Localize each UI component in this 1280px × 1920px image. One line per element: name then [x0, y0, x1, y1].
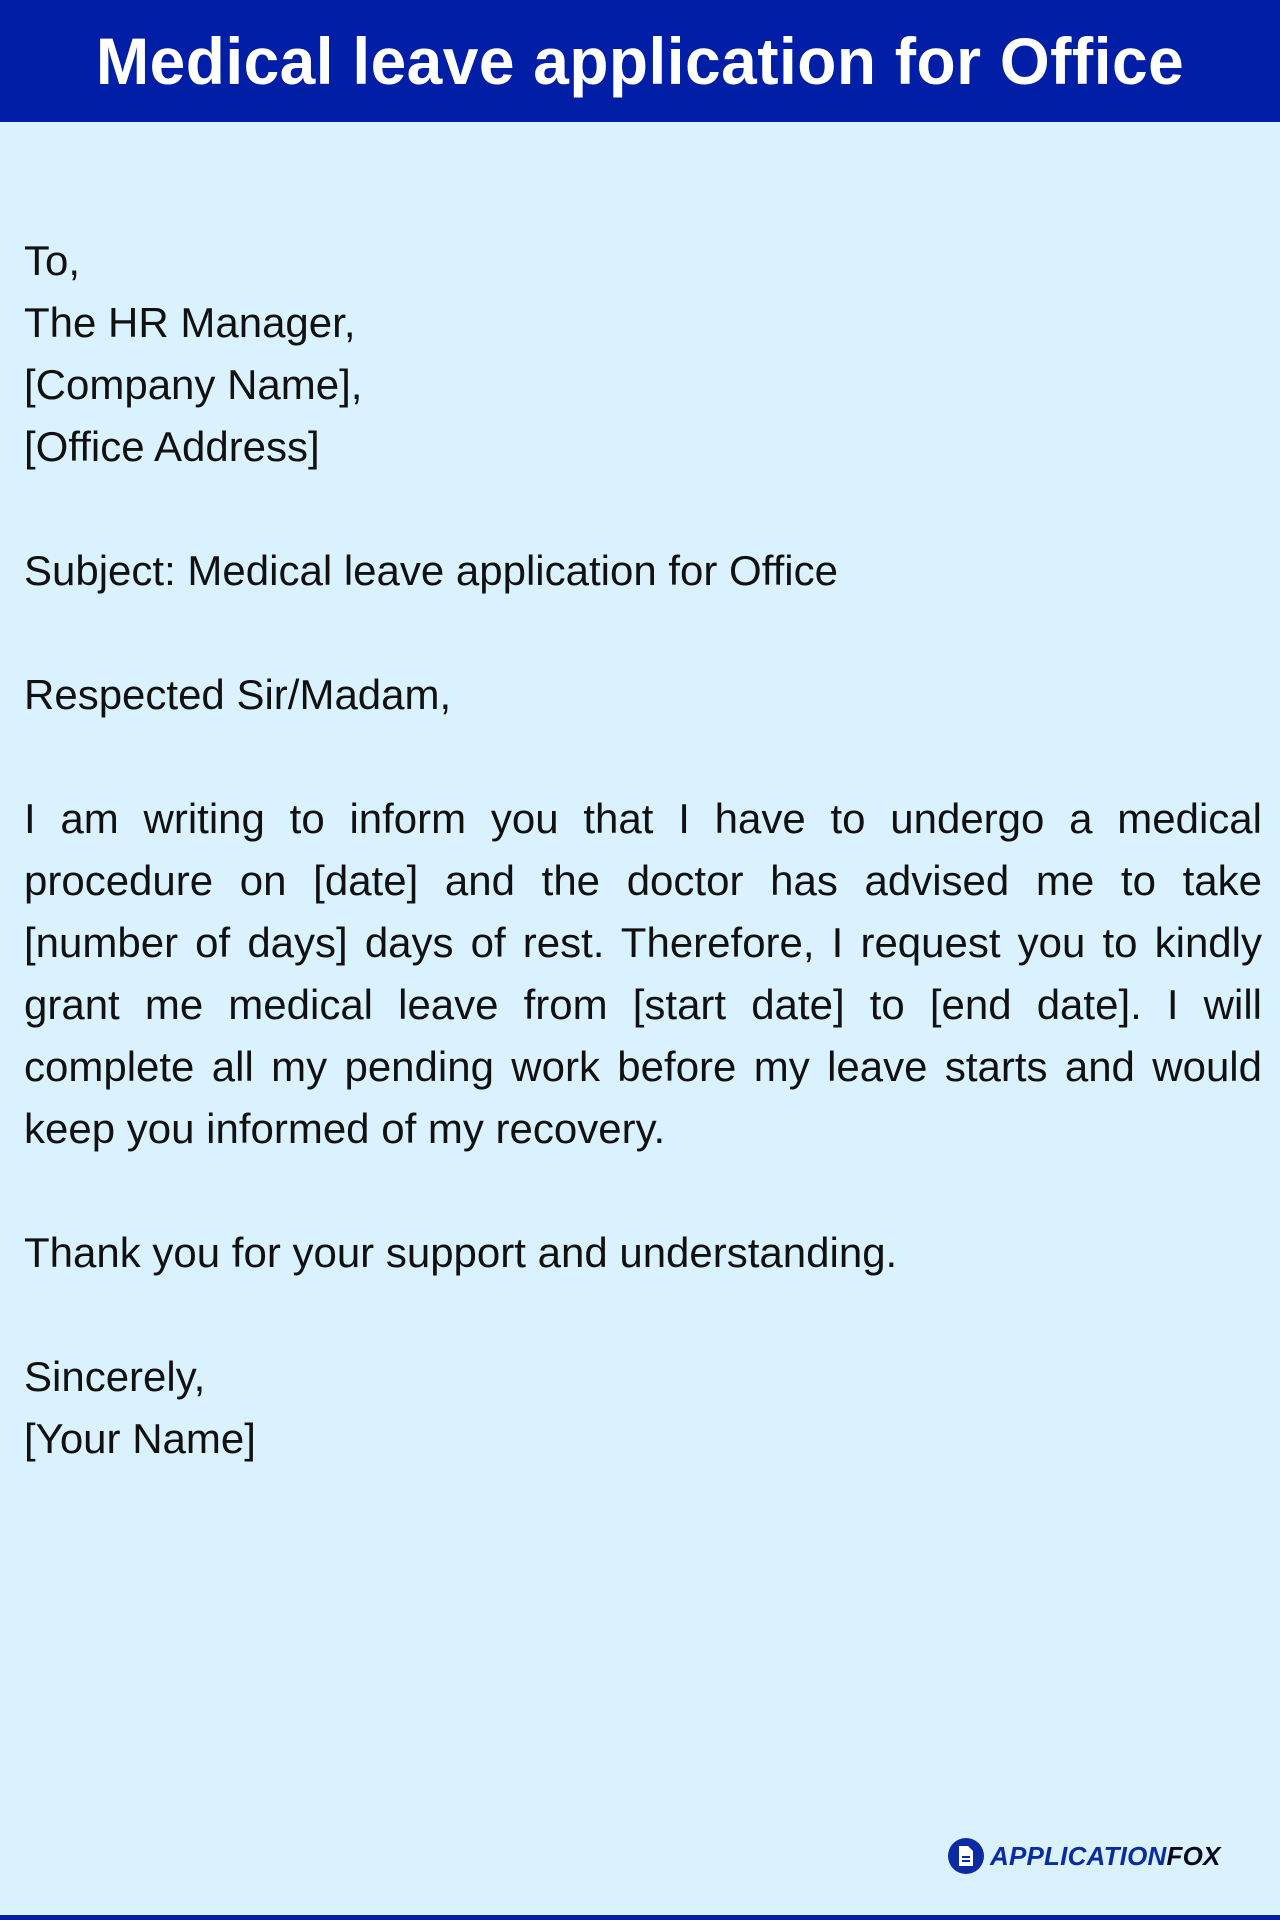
- salutation: Respected Sir/Madam,: [24, 671, 452, 718]
- address-line-office: [Office Address]: [24, 423, 320, 470]
- spacer: [24, 602, 1262, 664]
- body-paragraph: I am writing to inform you that I have to undergo a medical procedure on [date] and the doctor has advised me to take [number of days] days of rest. Therefore, I request you to kindly grant me medical leave from [start date] to [end date]. I will complete all my pending work before my leave starts and would keep you informed of my recovery.: [24, 795, 1262, 1152]
- subject-line: Subject: Medical leave application for Office: [24, 547, 838, 594]
- address-line-to: To,: [24, 237, 81, 284]
- spacer: [24, 478, 1262, 540]
- address-line-company: [Company Name],: [24, 361, 363, 408]
- document-icon: [948, 1838, 984, 1874]
- thanks-line: Thank you for your support and understanding.: [24, 1229, 898, 1276]
- spacer: [24, 726, 1262, 788]
- applicationfox-logo: [948, 1836, 1221, 1876]
- logo-text-application: APPLICATION: [990, 1840, 1167, 1871]
- spacer: [24, 1160, 1262, 1222]
- spacer: [24, 1284, 1262, 1346]
- logo-text-fox: FOX: [1166, 1840, 1221, 1871]
- logo-wordmark: [990, 1841, 1221, 1872]
- bottom-border: [0, 1915, 1280, 1920]
- letter-body: [24, 230, 1262, 1470]
- closing-line: Sincerely,: [24, 1353, 206, 1400]
- title-banner: [0, 0, 1280, 122]
- page-title: Medical leave application for Office: [95, 24, 1185, 98]
- address-line-recipient: The HR Manager,: [24, 299, 356, 346]
- signature-line: [Your Name]: [24, 1415, 256, 1462]
